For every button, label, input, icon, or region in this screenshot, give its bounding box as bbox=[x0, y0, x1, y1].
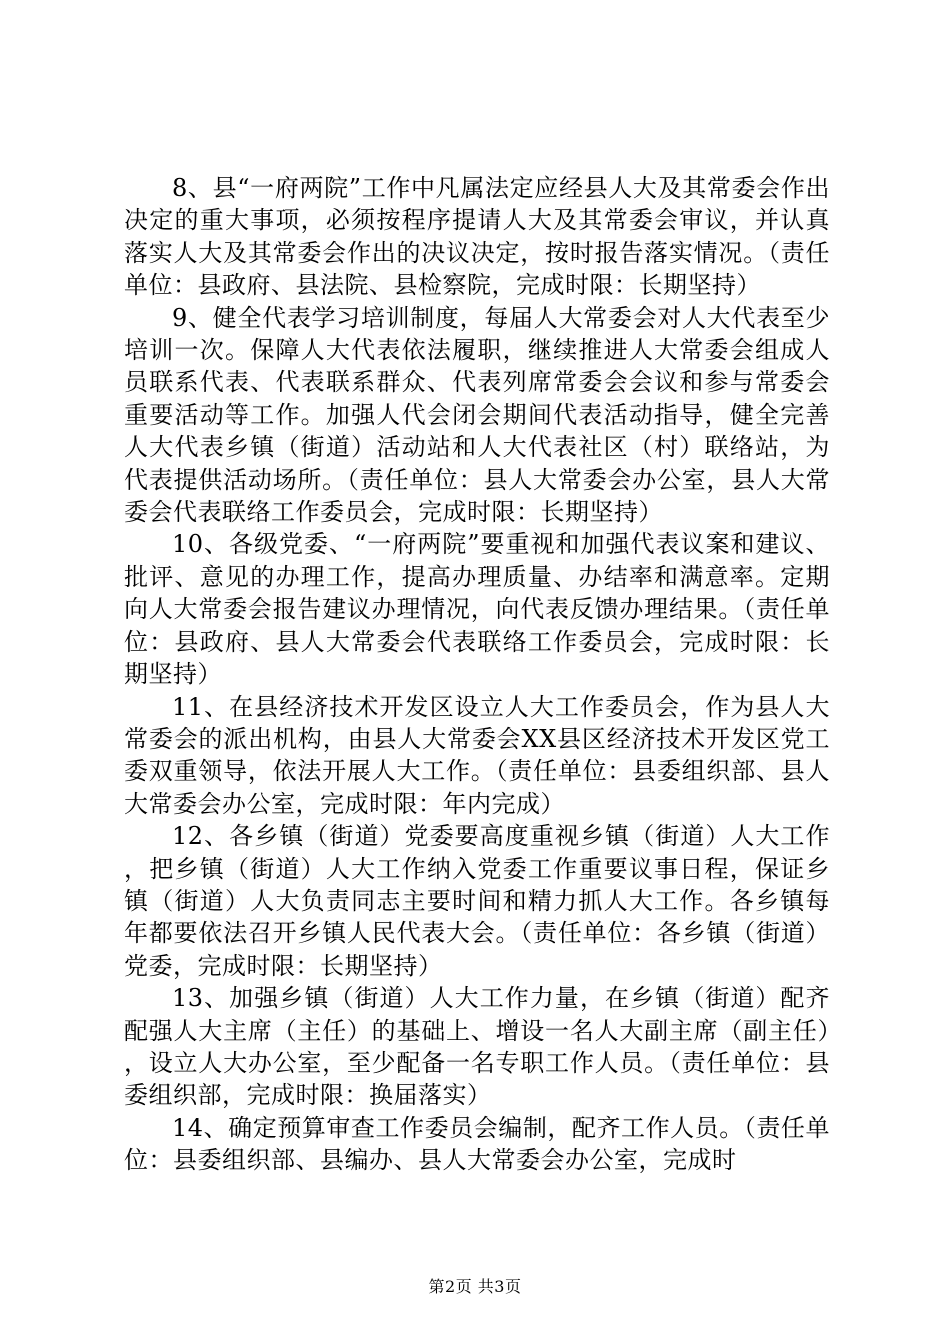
page-footer bbox=[0, 1277, 950, 1297]
paragraph-item-14: 14、确定预算审查工作委员会编制，配齐工作人员。（责任单位：县委组织部、县编办、县人大常委会办公室，完成时 bbox=[124, 1113, 830, 1175]
paragraph-item-12: 12、各乡镇（街道）党委要高度重视乡镇（街道）人大工作，把乡镇（街道）人大工作纳入党委工作重要议事日程，保证乡镇（街道）人大负责同志主要时间和精力抓人大工作。各乡镇每年都要依法召开乡镇人民代表大会。（责任单位：各乡镇（街道）党委，完成时限：长期坚持） bbox=[124, 822, 830, 980]
paragraph-item-11: 11、在县经济技术开发区设立人大工作委员会，作为县人大常委会的派出机构，由县人大常委会XX县区经济技术开发区党工委双重领导，依法开展人大工作。（责任单位：县委组织部、县人大常委会办公室，完成时限：年内完成） bbox=[124, 692, 830, 818]
paragraph-item-10: 10、各级党委、“一府两院”要重视和加强代表议案和建议、批评、意见的办理工作，提高办理质量、办结率和满意率。定期向人大常委会报告建议办理情况，向代表反馈办理结果。（责任单位：县政府、县人大常委会代表联络工作委员会，完成时限：长期坚持） bbox=[124, 530, 830, 689]
paragraph-item-9: 9、健全代表学习培训制度，每届人大常委会对人大代表至少培训一次。保障人大代表依法履职，继续推进人大常委会组成人员联系代表、代表联系群众、代表列席常委会会议和参与常委会重要活动等工作。加强人代会闭会期间代表活动指导，健全完善人大代表乡镇（街道）活动站和人大代表社区（村）联络站，为代表提供活动场所。（责任单位：县人大常委会办公室，县人大常委会代表联络工作委员会，完成时限：长期坚持） bbox=[124, 303, 830, 527]
page-number-label: 第2页 共3页 bbox=[428, 1277, 522, 1296]
paragraph-item-8: 8、县“一府两院”工作中凡属法定应经县人大及其常委会作出决定的重大事项，必须按程序提请人大及其常委会审议，并认真落实人大及其常委会作出的决议决定，按时报告落实情况。（责任单位：县政府、县法院、县检察院，完成时限：长期坚持） bbox=[124, 174, 830, 300]
paragraph-item-13: 13、加强乡镇（街道）人大工作力量，在乡镇（街道）配齐配强人大主席（主任）的基础上、增设一名人大副主席（副主任），设立人大办公室，至少配备一名专职工作人员。（责任单位：县委组织部，完成时限：换届落实） bbox=[124, 984, 830, 1110]
document-body bbox=[124, 172, 830, 1177]
